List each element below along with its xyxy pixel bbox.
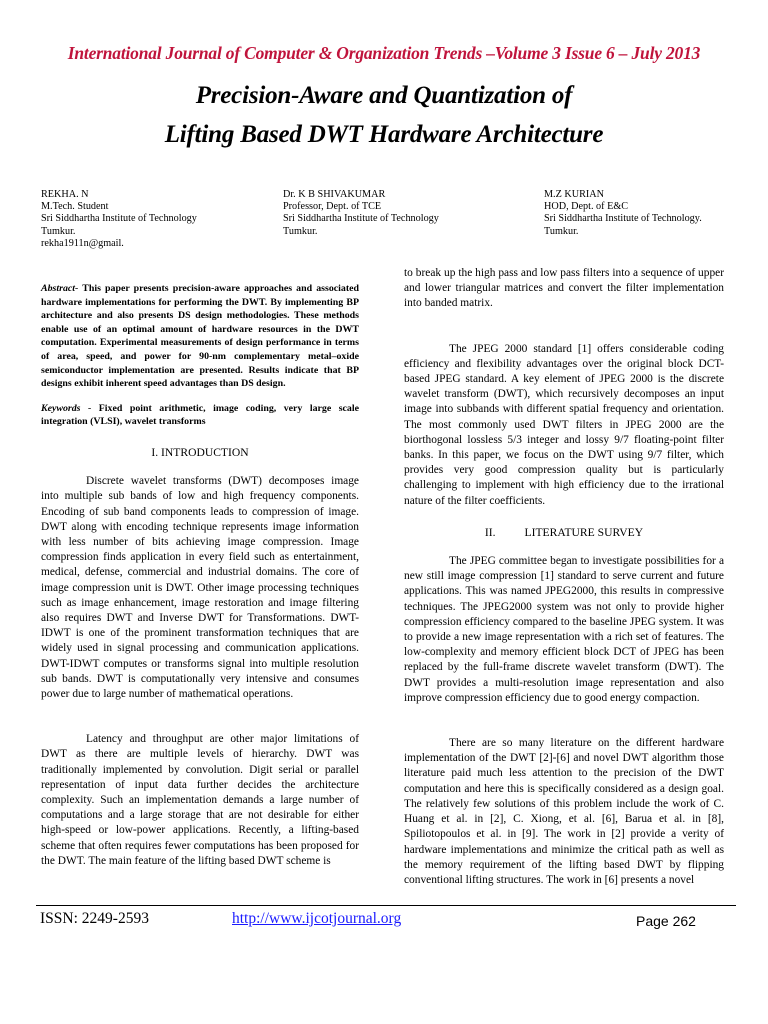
author-block-1: [41, 189, 197, 250]
author-affiliation: Sri Siddhartha Institute of Technology.: [544, 213, 702, 225]
author-role: Professor, Dept. of TCE: [283, 201, 382, 213]
intro-paragraph-2: Latency and throughput are other major limitations of DWT as there are multiple levels of hierarchy. DWT was traditionally implemented by convolution. Digit serial or parallel representation of input data further decides the architecture complexity. Such an implementation demands a large number of computations and a large storage that are not desirable for either high-speed or low-power applications. Recently, a lifting-based scheme that often requires fewer computations has been proposed for the DWT. The main feature of the lifting based DWT scheme is: [41, 733, 359, 867]
left-column: [41, 282, 359, 869]
right-paragraph-2: The JPEG 2000 standard [1] offers considerable coding efficiency and flexibility advantages over the original block DCT-based JPEG standard. A key element of JPEG 2000 is the discrete wavelet transform (DWT), which recursively decomposes an input image into subbands with different spatial frequency and orientation. The most commonly used DWT filters in JPEG 2000 are the biorthogonal lossless 5/3 integer and lossy 9/7 floating-point filter banks. In this paper, we focus on the DWT using 9/7 filter, which provides very good compression quality but is particularly challenging to implement with high efficiency due to the irrational nature of the filter coefficients.: [404, 342, 724, 507]
abstract: [41, 282, 359, 391]
author-city: Tumkur.: [41, 225, 76, 237]
author-name: M.Z KURIAN: [544, 189, 604, 200]
right-paragraph-1: to break up the high pass and low pass filters into a sequence of upper and lower triangular matrices and convert the filter implementation into banded matrix.: [404, 267, 724, 310]
author-affiliation: Sri Siddhartha Institute of Technology: [41, 213, 197, 225]
literature-paragraph-2: There are so many literature on the different hardware implementation of the DWT [2]-[6] and novel DWT algorithm those literature paid much less attention to the precision of the DWT computation and here this is specifically considered as a design goal. The relatively few solutions of this problem include the work of C. Huang et al. in [2], C. Xiong, et al. [6], Barua et al. in [8], Spiliotopoulos et al. in [9]. The work in [2] provide a verity of hardware implementations and minimize the critical path as well as the memory requirement of the lifting based DWT by flipping conventional lifting structures. The work in [6] presents a novel: [404, 737, 724, 886]
author-name: REKHA. N: [41, 189, 89, 200]
abstract-label: Abstract-: [41, 283, 79, 294]
section-heading-introduction: I. INTRODUCTION: [151, 445, 249, 459]
section-heading-literature: II. LITERATURE SURVEY: [484, 525, 644, 539]
author-city: Tumkur.: [283, 225, 318, 237]
footer-issn: ISSN: 2249-2593: [40, 910, 149, 927]
abstract-text: This paper presents precision-aware approaches and associated hardware implementations for performing the DWT. By implementing BP architecture and also presents DS design methodologies. These methods enable use of an optimal amount of hardware resources in the DWT computation. Experimental measurements of design performance in terms of area, speed, and power for 90-nm complementary metal–oxide semiconductor implementation are presented. Results indicate that BP designs exhibit inherent speed advantages than DS design.: [41, 283, 359, 390]
footer-page-number: Page 262: [636, 913, 696, 929]
author-block-3: [544, 189, 702, 238]
author-role: M.Tech. Student: [41, 201, 109, 213]
footer-journal-link[interactable]: http://www.ijcotjournal.org: [232, 910, 402, 927]
journal-header: International Journal of Computer & Organization Trends –Volume 3 Issue 6 – July 2013: [67, 43, 701, 63]
keywords-label: Keywords -: [41, 402, 92, 414]
keywords: [41, 402, 359, 429]
author-role: HOD, Dept. of E&C: [544, 201, 629, 213]
right-column: [404, 266, 724, 888]
author-name: Dr. K B SHIVAKUMAR: [283, 189, 386, 200]
keywords-text: Fixed point arithmetic, image coding, very large scale integration (VLSI), wavelet transforms: [41, 402, 359, 428]
footer-rule: [36, 905, 736, 906]
author-block-2: [283, 189, 439, 238]
author-city: Tumkur.: [544, 225, 579, 237]
paper-title-line-1: Precision-Aware and Quantization of: [195, 82, 573, 109]
paper-title-line-2: Lifting Based DWT Hardware Architecture: [164, 121, 604, 148]
literature-paragraph-1: The JPEG committee began to investigate possibilities for a new still image compression [1] standard to serve current and future applications. This was named JPEG2000, this results in compressive techniques. The JPEG2000 system was not only to provide higher compression efficiency compared to the baseline JPEG system. It was to provide a new image representation with a rich set of features. The low-complexity and memory efficient block DCT of JPEG has been replaced by the full-frame discrete wavelet transform (DWT). The DWT provides a multi-resolution image representation and also improve compression efficiency due to good energy compaction.: [404, 555, 724, 704]
intro-paragraph-1: Discrete wavelet transforms (DWT) decomposes image into multiple sub bands of low and high frequency components. Encoding of sub band components leads to compression of image. DWT along with encoding technique represents image information with less number of bits achieving image compression. Image compression finds application in every field such as entertainment, medical, defense, commercial and industrial domains. The core of image compression unit is DWT. Other image processing techniques such as image enhancement, image restoration and image filtering also requires DWT and Inverse DWT for Transformations. DWT-IDWT is one of the prominent transformation techniques that are widely used in signal processing and communication applications. DWT-IDWT computes or transforms signal into multiple resolution sub bands. DWT is computationally very intensive and consumes power due to large number of mathematical operations.: [41, 475, 359, 700]
author-affiliation: Sri Siddhartha Institute of Technology: [283, 213, 439, 225]
author-email: rekha1911n@gmail.: [41, 237, 124, 249]
